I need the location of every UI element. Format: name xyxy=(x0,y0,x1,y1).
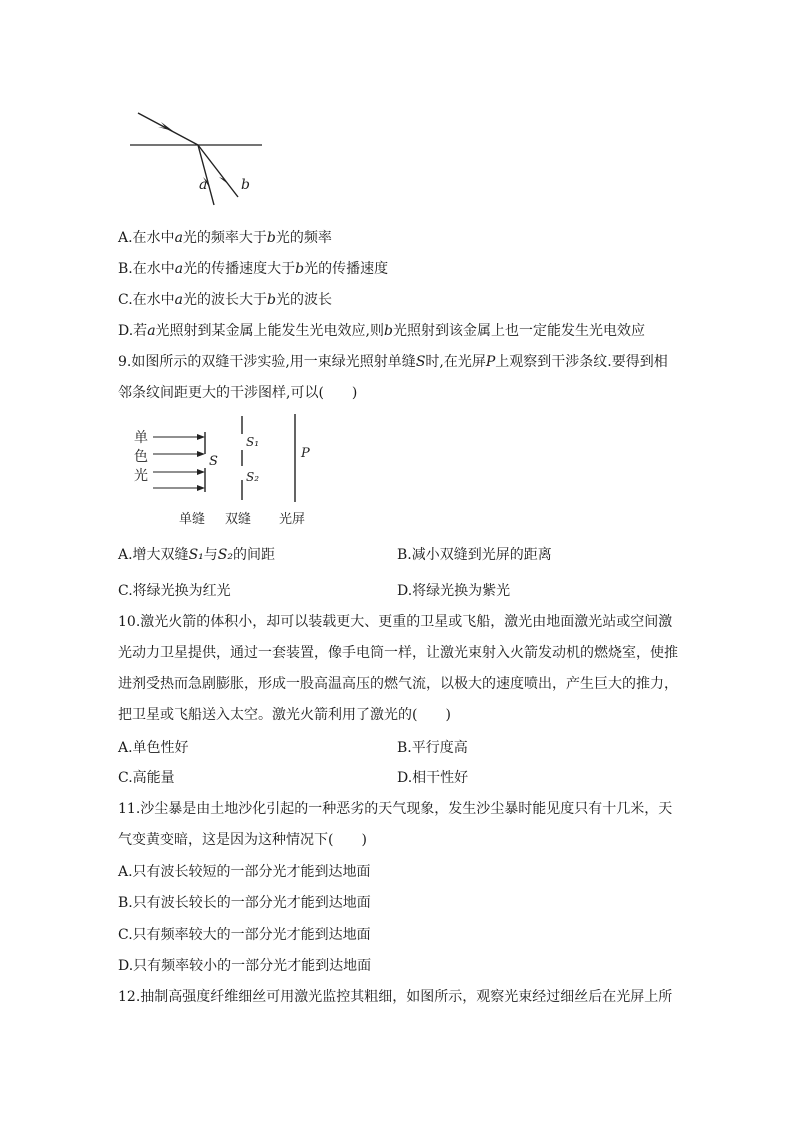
q10-stem: 10.激光火箭的体积小，却可以装载更大、更重的卫星或飞船，激光由地面激光站或空间激光动力卫星提供，通过一套装置，像手电筒一样，让激光束射入火箭发动机的燃烧室，使推进剂受热而急剧膨胀，形成一股高温高压的燃气流，以极大的速度喷出，产生巨大的推力，把卫星或飞船送入太空。激光火箭利用了激光的( ) xyxy=(118,614,678,723)
q11-option-b: B.只有波长较长的一部分光才能到达地面 xyxy=(118,895,371,911)
q11-stem: 11.沙尘暴是由土地沙化引起的一种恶劣的天气现象，发生沙尘暴时能见度只有十几米，天气变黄变暗，这是因为这种情况下( ) xyxy=(118,801,673,848)
light-char-3: 光 xyxy=(134,468,148,484)
ray-b-arrowhead xyxy=(219,174,228,184)
caption-screen: 光屏 xyxy=(279,512,306,527)
q11-option-a: A.只有波长较短的一部分光才能到达地面 xyxy=(118,864,371,880)
q10-option-d: D.相干性好 xyxy=(397,770,469,786)
q10-option-a: A.单色性好 xyxy=(118,740,189,756)
double-slit-figure xyxy=(125,412,325,530)
light-char-1: 单 xyxy=(134,430,148,446)
q9-option-d: D.将绿光换为紫光 xyxy=(397,583,511,599)
q8-option-a: A.在水中a光的频率大于b光的频率 xyxy=(118,230,332,246)
ray-a xyxy=(198,145,214,205)
q9-option-a: A.增大双缝S₁与S₂的间距 xyxy=(118,547,275,563)
label-a: a xyxy=(199,177,208,193)
q8-option-b: B.在水中a光的传播速度大于b光的传播速度 xyxy=(118,261,389,277)
q8-option-c: C.在水中a光的波长大于b光的波长 xyxy=(118,292,332,308)
q9-stem-line2: 邻条纹间距更大的干涉图样,可以( ) xyxy=(118,385,358,401)
incident-ray-arrowhead xyxy=(158,122,173,131)
label-P: P xyxy=(301,446,310,461)
q12-stem-line1: 12.抽制高强度纤维细丝可用激光监控其粗细，如图所示，观察光束经过细丝后在光屏上所 xyxy=(118,989,673,1005)
q10-option-c: C.高能量 xyxy=(118,770,175,786)
label-S: S xyxy=(209,454,218,469)
label-S2: S₂ xyxy=(246,470,260,484)
q9-stem-line1: 9.如图所示的双缝干涉实验,用一束绿光照射单缝S时,在光屏P上观察到干涉条纹.要得到相 xyxy=(118,354,668,370)
label-S1: S₁ xyxy=(246,435,260,449)
q9-option-b: B.减小双缝到光屏的距离 xyxy=(397,547,552,563)
light-arrows xyxy=(153,434,205,491)
q9-option-c: C.将绿光换为红光 xyxy=(118,583,231,599)
light-char-2: 色 xyxy=(134,449,148,465)
caption-double-slit: 双缝 xyxy=(225,512,252,527)
refraction-figure xyxy=(125,105,270,213)
q11-option-d: D.只有频率较小的一部分光才能到达地面 xyxy=(118,958,372,974)
q11-option-c: C.只有频率较大的一部分光才能到达地面 xyxy=(118,927,371,943)
caption-single-slit: 单缝 xyxy=(179,512,206,527)
label-b: b xyxy=(241,177,250,193)
q10-option-b: B.平行度高 xyxy=(397,740,468,756)
q8-option-d: D.若a光照射到某金属上能发生光电效应,则b光照射到该金属上也一定能发生光电效应 xyxy=(118,323,645,339)
